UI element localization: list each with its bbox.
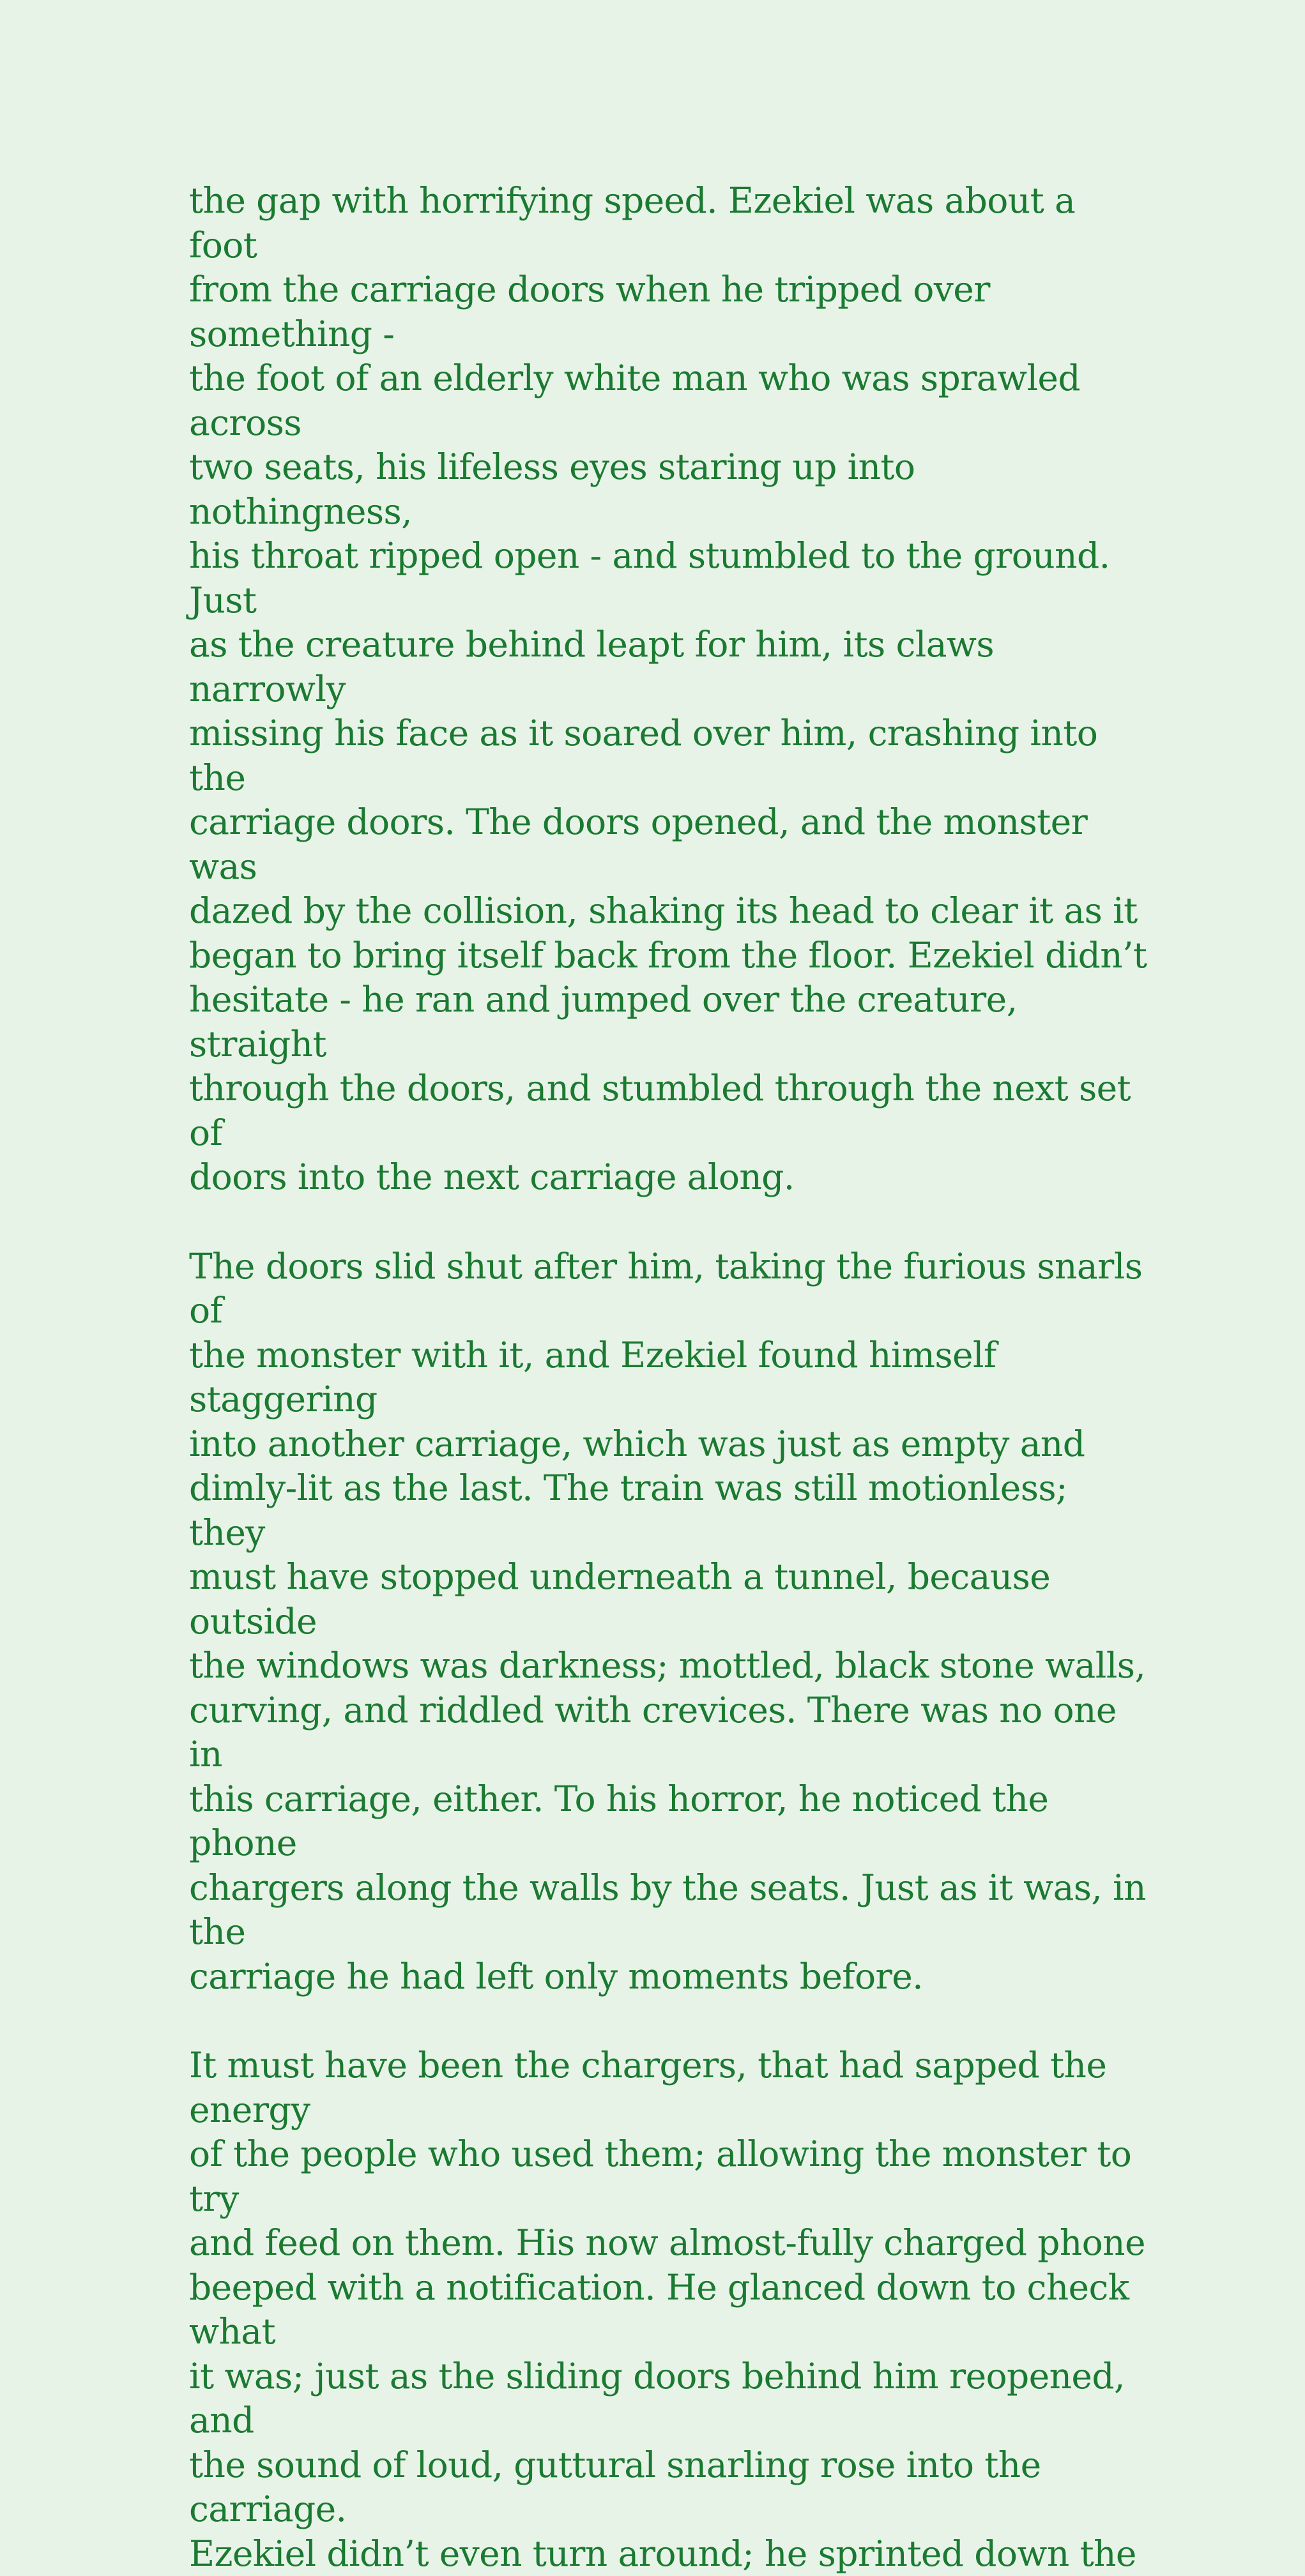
paragraph-2: The doors slid shut after him, taking the furious snarls of the monster with it, and Ezekiel found himself staggering into another carriage, which was just as empty and dimly-lit as the last. The train was still motionless; they must have stopped underneath a tunnel, because outside the windows was darkness; mottled, black stone walls, curving, and riddled with crevices. There was no one in this carriage, either. To his horror, he noticed the phone chargers along the walls by the seats. Just as it was, in the carriage he had left only moments before. bbox=[189, 1245, 1146, 1997]
paragraph-1: the gap with horrifying speed. Ezekiel was about a foot from the carriage doors when he tripped over something - the foot of an elderly white man who was sprawled across two seats, his lifeless eyes staring up into nothingness, his throat ripped open - and stumbled to the ground. Just as the creature behind leapt for him, its claws narrowly missing his face as it soared over him, crashing into the carriage doors. The doors opened, and the monster was dazed by the collision, shaking its head to clear it as it began to bring itself back from the floor. Ezekiel didn’t hesitate - he ran and jumped over the creature, straight through the doors, and stumbled through the next set of doors into the next carriage along. bbox=[189, 180, 1147, 1197]
paragraph-3: It must have been the chargers, that had sapped the energy of the people who used them; allowing the monster to try and feed on them. His now almost-fully charged phone beeped with a notification. He glanced down to check what it was; just as the sliding doors behind him reopened, and the sound of loud, guttural snarling rose into the carriage. Ezekiel didn’t even turn around; he sprinted down the bbox=[189, 2045, 1145, 2574]
document-page bbox=[189, 179, 1147, 2576]
